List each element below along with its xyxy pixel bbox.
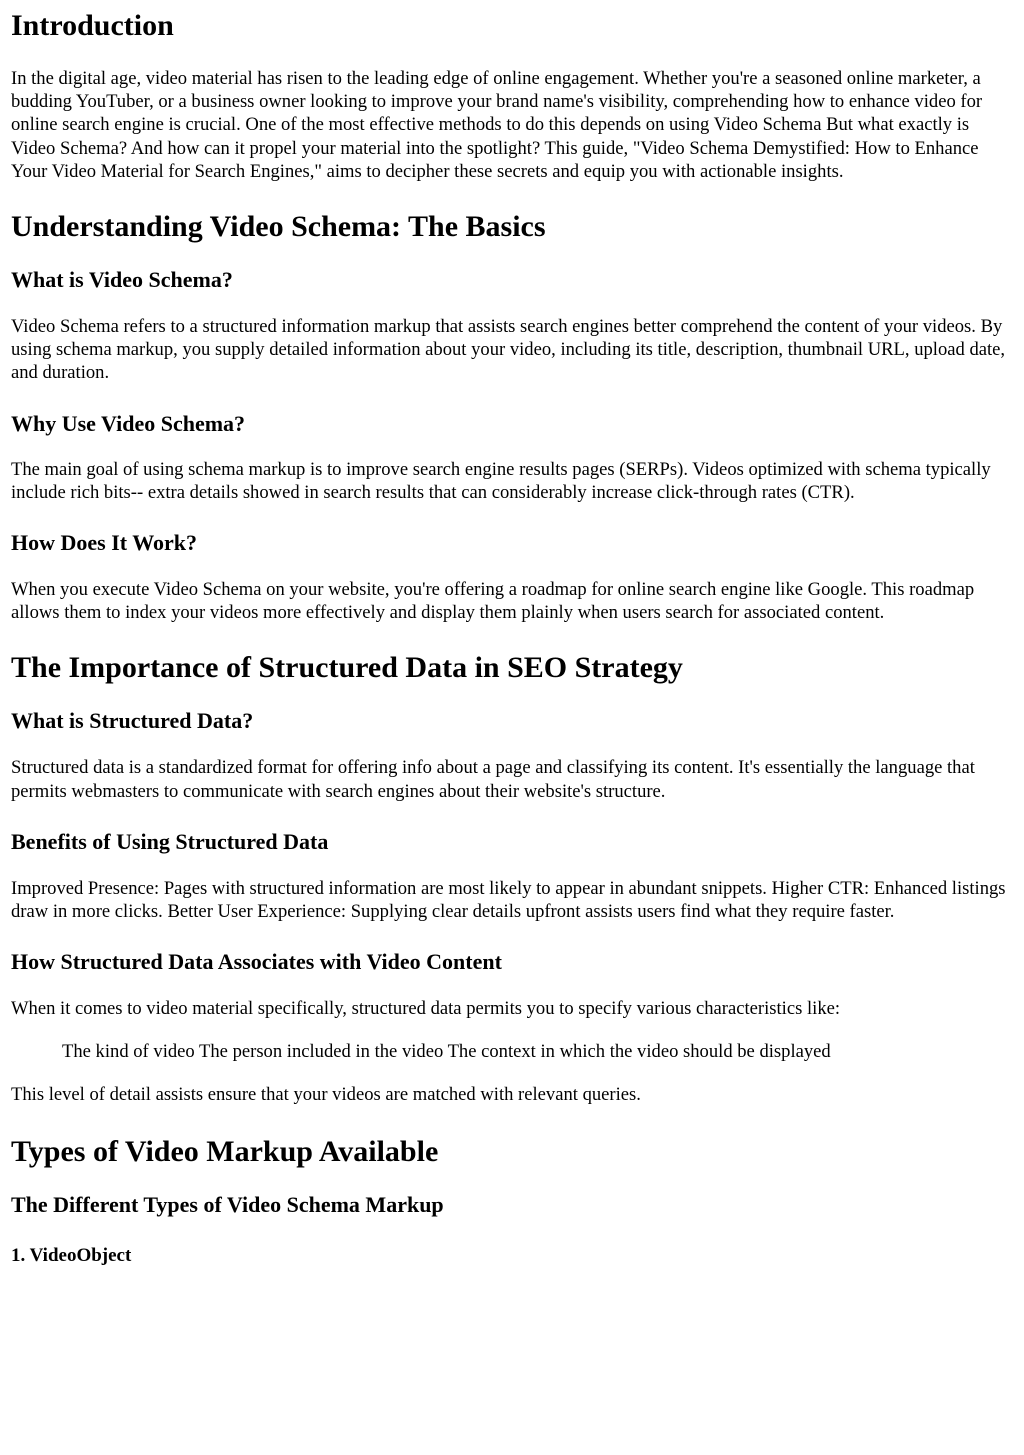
heading-videoobject: 1. VideoObject [11, 1244, 132, 1266]
article [0, 9, 1024, 1267]
heading-benefits-structured-data: Benefits of Using Structured Data [11, 828, 329, 854]
heading-importance-structured-data: The Importance of Structured Data in SEO Strategy [11, 651, 683, 685]
quote-video-characteristics: The kind of video The person included in the video The context in which the video should be displayed [62, 1041, 831, 1063]
paragraph-structured-data-video-content: When it comes to video material specifically, structured data permits you to specify various characteristics like: [11, 998, 841, 1020]
paragraph-how-does-it-work: When you execute Video Schema on your website, you're offering a roadmap for online search engine like Google. This roadmap allows them to index your videos more effectively and display them plainly when users search for associated content. [11, 579, 975, 624]
heading-what-is-structured-data: What is Structured Data? [11, 708, 254, 734]
heading-introduction: Introduction [11, 9, 174, 42]
heading-structured-data-video-content: How Structured Data Associates with Video Content [11, 949, 502, 975]
paragraph-what-is-structured-data: Structured data is a standardized format for offering info about a page and classifying its content. It's essentially the language that permits webmasters to communicate with search engines about their website's structure. [11, 757, 975, 802]
heading-how-does-it-work: How Does It Work? [11, 530, 197, 556]
paragraph-benefits-structured-data: Improved Presence: Pages with structured information are most likely to appear in abundant snippets. Higher CTR: Enhanced listings draw in more clicks. Better User Experience: Supplying clear details upfront assists users find what they require faster. [11, 877, 1006, 923]
paragraph-level-of-detail: This level of detail assists ensure that your videos are matched with relevant queries. [11, 1084, 641, 1106]
heading-different-types-video-schema: The Different Types of Video Schema Markup [11, 1191, 444, 1217]
heading-what-is-video-schema: What is Video Schema? [11, 267, 233, 293]
paragraph-what-is-video-schema: Video Schema refers to a structured information markup that assists search engines better comprehend the content of your videos. By using schema markup, you supply detailed information about your video, including its title, description, thumbnail URL, upload date, and duration. [11, 316, 1006, 384]
paragraph-why-use-video-schema: The main goal of using schema markup is to improve search engine results pages (SERPs). Videos optimized with schema typically include rich bits-- extra details showed in search results that can considerably increase click-through rates (CTR). [11, 458, 991, 503]
heading-why-use-video-schema: Why Use Video Schema? [11, 410, 246, 436]
paragraph-introduction: In the digital age, video material has risen to the leading edge of online engagement. Whether you're a seasoned online marketer, a budding YouTuber, or a business owner looking to improve your brand name's visibility, comprehending how to enhance video for online search engine is crucial. One of the most effective methods to do this depends on using Video Schema But what exactly is Video Schema? And how can it propel your material into the spotlight? This guide, "Video Schema Demystified: How to Enhance Your Video Material for Search Engines," aims to decipher these secrets and equip you with actionable insights. [11, 68, 983, 182]
heading-types-of-video-markup: Types of Video Markup Available [11, 1134, 439, 1168]
heading-understanding-video-schema: Understanding Video Schema: The Basics [11, 210, 546, 244]
